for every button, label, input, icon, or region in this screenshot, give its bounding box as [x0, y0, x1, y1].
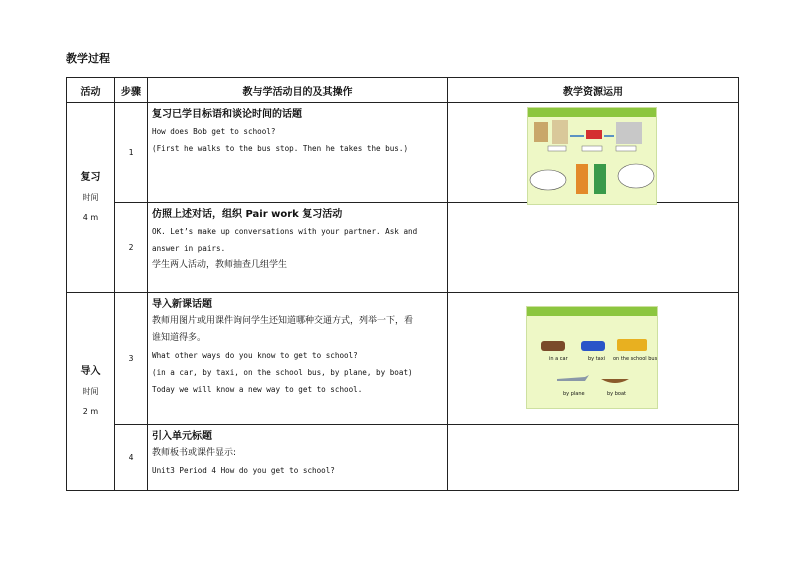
activity-lead-in-time-label: 时间	[82, 386, 99, 396]
step-line: 学生两人活动，教师抽查几组学生	[152, 260, 288, 270]
activity-lead-in-duration: 2 m	[82, 406, 99, 416]
step-line: Unit3 Period 4 How do you get to school?	[152, 466, 335, 475]
table-row	[67, 103, 739, 203]
activity-lead-in-name: 导入	[80, 365, 101, 377]
step-title: 引入单元标题	[152, 431, 212, 442]
transport-label: by plane	[563, 391, 585, 397]
step-title: 复习已学目标语和谈论时间的话题	[152, 109, 302, 120]
step-number: 3	[115, 293, 148, 425]
step-operations	[148, 203, 448, 293]
transport-label: in a car	[549, 356, 568, 362]
step-operations	[148, 103, 448, 203]
resource-cell	[448, 103, 739, 203]
table-row	[67, 203, 739, 293]
transport-label: on the school bus	[613, 356, 658, 362]
transport-label: by taxi	[588, 356, 606, 362]
activity-review	[67, 103, 115, 293]
step-operations	[148, 293, 448, 425]
transport-label: by boat	[607, 391, 626, 397]
step-title: 导入新课话题	[152, 299, 212, 310]
resource-cell	[448, 425, 739, 491]
step-number: 4	[115, 425, 148, 491]
activity-review-time-label: 时间	[82, 192, 99, 202]
review-slide-image	[527, 107, 657, 205]
step-title: 仿照上述对话，组织 Pair work 复习活动	[152, 209, 343, 220]
step-line: answer in pairs.	[152, 244, 226, 253]
activity-review-duration: 4 m	[82, 212, 99, 222]
route-illustration	[528, 108, 656, 204]
header-activity: 活动	[67, 78, 115, 103]
table-row	[67, 293, 739, 425]
table-header-row	[67, 78, 739, 103]
step-line: 教师板书或课件显示:	[152, 448, 237, 458]
page-heading: 教学过程	[66, 52, 110, 65]
step-line: Today we will know a new way to get to school.	[152, 385, 363, 394]
header-operations: 教与学活动目的及其操作	[148, 78, 448, 103]
step-line: How does Bob get to school?	[152, 127, 276, 136]
step-line: (in a car, by taxi, on the school bus, by plane, by boat)	[152, 368, 413, 377]
table-row	[67, 425, 739, 491]
step-line: 谁知道得多。	[152, 333, 207, 343]
activity-review-name: 复习	[80, 171, 101, 183]
step-line: (First he walks to the bus stop. Then he takes the bus.)	[152, 144, 409, 153]
lesson-table	[66, 77, 739, 491]
activity-lead-in	[67, 293, 115, 491]
header-resources: 教学资源运用	[448, 78, 739, 103]
step-operations	[148, 425, 448, 491]
step-number: 2	[115, 203, 148, 293]
step-line: What other ways do you know to get to school?	[152, 351, 358, 360]
header-step: 步骤	[115, 78, 148, 103]
transport-slide-image	[526, 306, 658, 409]
resource-cell	[448, 293, 739, 425]
resource-cell	[448, 203, 739, 293]
step-line: OK. Let’s make up conversations with your partner. Ask and	[152, 227, 418, 236]
step-line: 教师用图片或用课件询问学生还知道哪种交通方式，列举一下，看	[152, 316, 414, 326]
step-number: 1	[115, 103, 148, 203]
